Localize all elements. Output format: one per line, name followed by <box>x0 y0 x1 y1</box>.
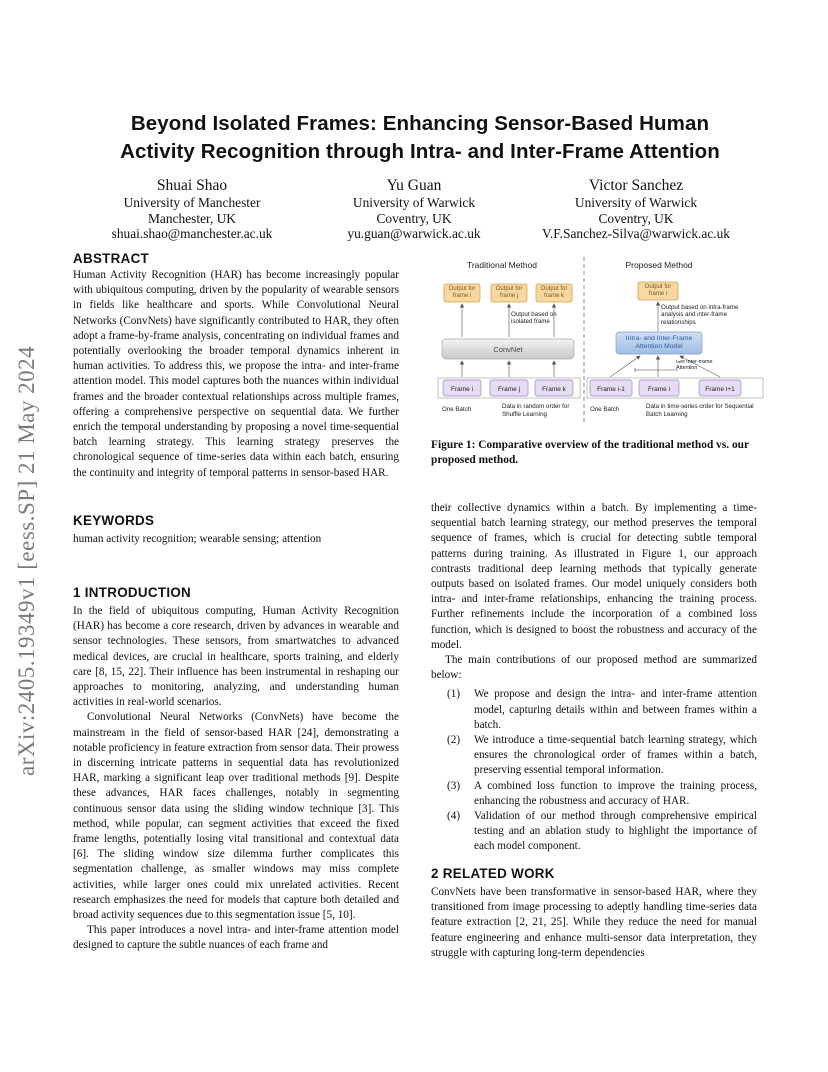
author-email: V.F.Sanchez-Silva@warwick.ac.uk <box>541 226 731 241</box>
output-label-j: Output for frame j <box>495 286 523 299</box>
right-column-text <box>431 501 757 855</box>
abstract-heading: ABSTRACT <box>73 251 150 266</box>
author-block-2 <box>299 176 529 242</box>
proposed-output-label: Output for frame i <box>644 284 672 297</box>
abstract-text <box>73 268 399 481</box>
intro-paragraph-2: Convolutional Neural Networks (ConvNets) have become the mainstream in the field of sensor-based HAR [24], demonstrating a notable proficiency in feature extraction from sensor data. Their prowess in discerning intricate patterns in sequential data has revolutionized HAR, marking a significant leap over traditional methods [9]. Despite these advances, HAR faces challenges, notably in segmenting continuous sensor data using the sliding window technique [3]. This method, while popular, can segment activities that exceed the fixed frame lengths, potentially losing vital transitional and contextual data [6]. The sliding window size dilemma further complicates this segmentation challenge, as smaller windows may miss complete activities, while larger ones could mix unrelated activities. Recent research emphasizes the need for models that capture both detailed and broad activity sequences due to this segmentation issue [5, 10]. <box>73 711 399 922</box>
get-inter-frame-label: Get Inter-frame Attention <box>676 360 713 371</box>
output-based-relationships-label: Output based on intra-frame analysis and inter-frame relationships <box>661 304 739 326</box>
author-affiliation: University of Warwick <box>352 195 476 210</box>
introduction-text <box>73 604 399 954</box>
author-location: Manchester, UK <box>148 210 236 226</box>
related-work-text: ConvNets have been transformative in sensor-based HAR, where they transitioned from image processing to adeptly handling time-series data feature extraction [2, 21, 25]. While they reduce the need for manual feature engineering and enhance multi-sensor data interpretation, they struggle with capturing long-term dependencies <box>431 886 757 959</box>
author-name: Shuai Shao <box>156 177 228 194</box>
title-line-1: Beyond Isolated Frames: Enhancing Sensor-Based Human <box>130 112 710 135</box>
list-item: (4) Validation of our method through comprehensive empirical testing and an ablation study to highlight the importance of each model component. <box>447 810 757 853</box>
list-item: (1) We propose and design the intra- and inter-frame attention model, capturing details within and between frames within a batch. <box>447 688 757 731</box>
intro-paragraph-1: In the field of ubiquitous computing, Human Activity Recognition (HAR) has become a core research, driven by advances in wearable and sensor technologies. These sensors, from smartwatches to advanced medical devices, are crucial in healthcare, sports training, and elderly care [8, 15, 22]. Their influence has been instrumental in reshaping our approaches to monitoring, analyzing, and understanding human activities in real-world scenarios. <box>73 605 399 709</box>
author-location: Coventry, UK <box>376 210 452 226</box>
related-work-heading: 2 RELATED WORK <box>431 866 555 881</box>
frame-i-label: Frame i <box>450 386 474 393</box>
output-label-k: Output for frame k <box>540 286 568 299</box>
abstract-paragraph: Human Activity Recognition (HAR) has become increasingly popular with ubiquitous computing, driven by the popularity of wearable sensors in fields like healthcare and sports. While Convolutional Neural Networks (ConvNets) have significantly contributed to HAR, they often adopt a frame-by-frame analysis, concentrating on individual frames and potentially overlooking the broader temporal dynamics inherent in human activities. To address this, we propose the intra- and inter-frame attention model. This model captures both the nuances within individual frames and the broader contextual relationships across multiple frames, offering a comprehensive perspective on sequential data. We further enrich the temporal understanding by proposing a novel time-sequential batch learning strategy. This learning strategy preserves the chronological sequence of time-series data within each batch, ensuring the continuity and integrity of temporal patterns in sensor-based HAR. <box>73 269 399 479</box>
paper-title <box>70 110 770 166</box>
one-batch-label-left: One Batch <box>442 406 472 413</box>
output-label-i: Output for frame i <box>448 286 476 299</box>
list-item: (3) A combined loss function to improve the training process, enhancing the robustness and accuracy of HAR. <box>447 779 757 807</box>
frame-i-proposed-label: Frame i <box>647 386 671 393</box>
intro-continuation-paragraph: their collective dynamics within a batch. By implementing a time-sequential batch learning strategy, our method preserves the temporal sequence of frames, which is crucial for detecting subtle temporal patterns during training. As illustrated in Figure 1, our approach contrasts traditional deep learning methods that typically generate outputs based on isolated frames. Our model uniquely considers both intra- and inter-frame relationships, enhancing the training process. Further refinements include the incorporation of a combined loss function, which is designed to boost the robustness and accuracy of the model. <box>431 502 757 651</box>
output-based-isolated-label: Output based on isolated frame <box>511 311 557 326</box>
time-order-label: Data in time-series order for Sequential Batch Learning <box>646 403 754 418</box>
proposed-method-title: Proposed Method <box>625 260 693 270</box>
author-location: Coventry, UK <box>598 210 674 226</box>
figure-1-caption: Figure 1: Comparative overview of the traditional method vs. our proposed method. <box>431 439 749 467</box>
contributions-list <box>447 687 757 854</box>
author-block-3 <box>521 176 751 242</box>
one-batch-label-right: One Batch <box>590 406 620 413</box>
frame-im1-label: Frame i-1 <box>597 386 625 393</box>
frame-k-label: Frame k <box>542 386 566 393</box>
frame-ip1-label: Frame i+1 <box>705 386 735 393</box>
traditional-method-title: Traditional Method <box>466 260 538 270</box>
author-affiliation: University of Manchester <box>123 195 261 210</box>
author-block-1 <box>77 176 307 242</box>
frame-j-label: Frame j <box>497 386 521 393</box>
figure-1-diagram <box>430 253 765 433</box>
title-line-2: Activity Recognition through Intra- and Inter-Frame Attention <box>120 140 720 163</box>
random-order-label: Data in random order for Shuffle Learning <box>502 403 570 418</box>
intro-paragraph-3: This paper introduces a novel intra- and inter-frame attention model designed to capture the subtle nuances of each frame and <box>73 924 399 952</box>
keywords-heading: KEYWORDS <box>73 513 155 528</box>
author-affiliation: University of Warwick <box>574 195 698 210</box>
author-email: shuai.shao@manchester.ac.uk <box>111 226 273 241</box>
introduction-heading: 1 INTRODUCTION <box>73 585 192 600</box>
keywords-text: human activity recognition; wearable sensing; attention <box>73 533 322 545</box>
convnet-label: ConvNet <box>493 345 523 354</box>
author-email: yu.guan@warwick.ac.uk <box>347 226 481 241</box>
attention-model-label: Intra- and Inter-Frame Attention Model <box>625 335 693 350</box>
author-name: Victor Sanchez <box>588 177 684 194</box>
author-name: Yu Guan <box>386 177 442 194</box>
arxiv-stamp: arXiv:2405.19349v1 [eess.SP] 21 May 2024 <box>14 345 39 776</box>
contributions-intro: The main contributions of our proposed method are summarized below: <box>431 654 757 682</box>
list-item: (2) We introduce a time-sequential batch learning strategy, which ensures the chronological order of frames within a batch, preserving essential temporal information. <box>447 734 757 777</box>
